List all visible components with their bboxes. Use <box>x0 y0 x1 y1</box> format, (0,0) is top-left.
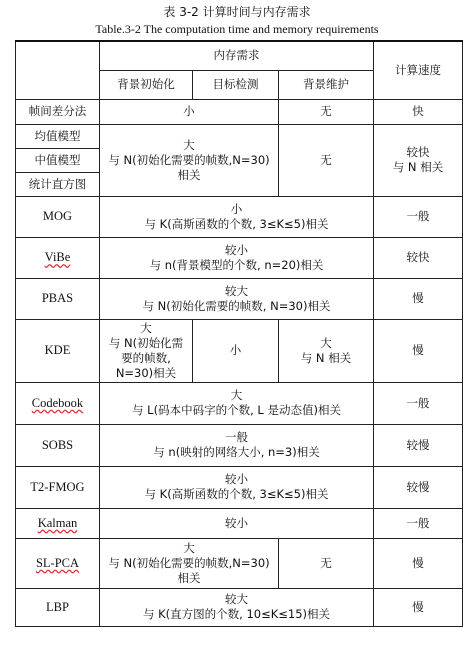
speed-cell: 一般 <box>374 196 463 237</box>
table-caption-en: Table.3-2 The computation time and memory requirements <box>95 22 379 36</box>
header-detection: 目标检测 <box>193 70 279 99</box>
method-name: Codebook <box>16 382 100 424</box>
method-name: MOG <box>16 196 100 237</box>
method-name: ViBe <box>16 237 100 278</box>
speed-cell: 一般 <box>374 382 463 424</box>
method-name: Kalman <box>16 508 100 538</box>
speed-cell: 较慢 <box>374 466 463 508</box>
maint-cell: 无 <box>279 99 374 124</box>
maint-cell: 无 <box>279 124 374 196</box>
speed-cell: 慢 <box>374 319 463 382</box>
method-name: 均值模型 <box>16 124 100 148</box>
speed-cell: 一般 <box>374 508 463 538</box>
header-method-cell <box>16 41 100 99</box>
speed-cell: 快 <box>374 99 463 124</box>
table-row <box>16 278 463 319</box>
memory-cell: 较大 与 N(初始化需要的帧数, N=30)相关 <box>100 278 374 319</box>
method-name: T2-FMOG <box>16 466 100 508</box>
header-bg-init: 背景初始化 <box>100 70 193 99</box>
method-name: SOBS <box>16 424 100 466</box>
memory-cell: 大 与 N(初始化需要的帧数,N=30) 相关 <box>100 538 279 588</box>
header-memory: 内存需求 <box>100 41 374 70</box>
method-name: 帧间差分法 <box>16 99 100 124</box>
maint-cell: 无 <box>279 538 374 588</box>
memory-cell: 较大 与 K(直方图的个数, 10≤K≤15)相关 <box>100 588 374 626</box>
speed-cell: 慢 <box>374 588 463 626</box>
table-row <box>16 508 463 538</box>
memory-cell: 一般 与 n(映射的网络大小, n=3)相关 <box>100 424 374 466</box>
method-name: 中值模型 <box>16 148 100 172</box>
method-name: KDE <box>16 319 100 382</box>
memory-cell: 大 与 N(初始化需要的帧数,N=30) 相关 <box>100 124 279 196</box>
table-row <box>16 424 463 466</box>
requirements-table <box>15 40 463 627</box>
table-row <box>16 124 463 148</box>
memory-cell: 大 与 L(码本中码字的个数, L 是动态值)相关 <box>100 382 374 424</box>
table-row <box>16 99 463 124</box>
header-speed: 计算速度 <box>374 41 463 99</box>
memory-cell: 小 <box>100 99 279 124</box>
detect-cell: 小 <box>193 319 279 382</box>
speed-cell: 慢 <box>374 538 463 588</box>
maint-cell: 大 与 N 相关 <box>279 319 374 382</box>
table-row <box>16 237 463 278</box>
header-bg-maint: 背景维护 <box>279 70 374 99</box>
speed-cell: 较快 <box>374 237 463 278</box>
method-name: LBP <box>16 588 100 626</box>
table-row <box>16 319 463 382</box>
table-row <box>16 588 463 626</box>
table-caption-cn: 表 3-2 计算时间与内存需求 <box>163 5 311 19</box>
speed-cell: 较快 与 N 相关 <box>374 124 463 196</box>
speed-cell: 慢 <box>374 278 463 319</box>
method-name: PBAS <box>16 278 100 319</box>
table-row <box>16 382 463 424</box>
speed-cell: 较慢 <box>374 424 463 466</box>
memory-cell: 小 与 K(高斯函数的个数, 3≤K≤5)相关 <box>100 196 374 237</box>
method-name: 统计直方图 <box>16 172 100 196</box>
table-row <box>16 196 463 237</box>
init-cell: 大 与 N(初始化需 要的帧数, N=30)相关 <box>100 319 193 382</box>
table-row <box>16 466 463 508</box>
method-name: SL-PCA <box>16 538 100 588</box>
memory-cell: 较小 与 n(背景模型的个数, n=20)相关 <box>100 237 374 278</box>
table-row <box>16 538 463 588</box>
memory-cell: 较小 <box>100 508 374 538</box>
memory-cell: 较小 与 K(高斯函数的个数, 3≤K≤5)相关 <box>100 466 374 508</box>
